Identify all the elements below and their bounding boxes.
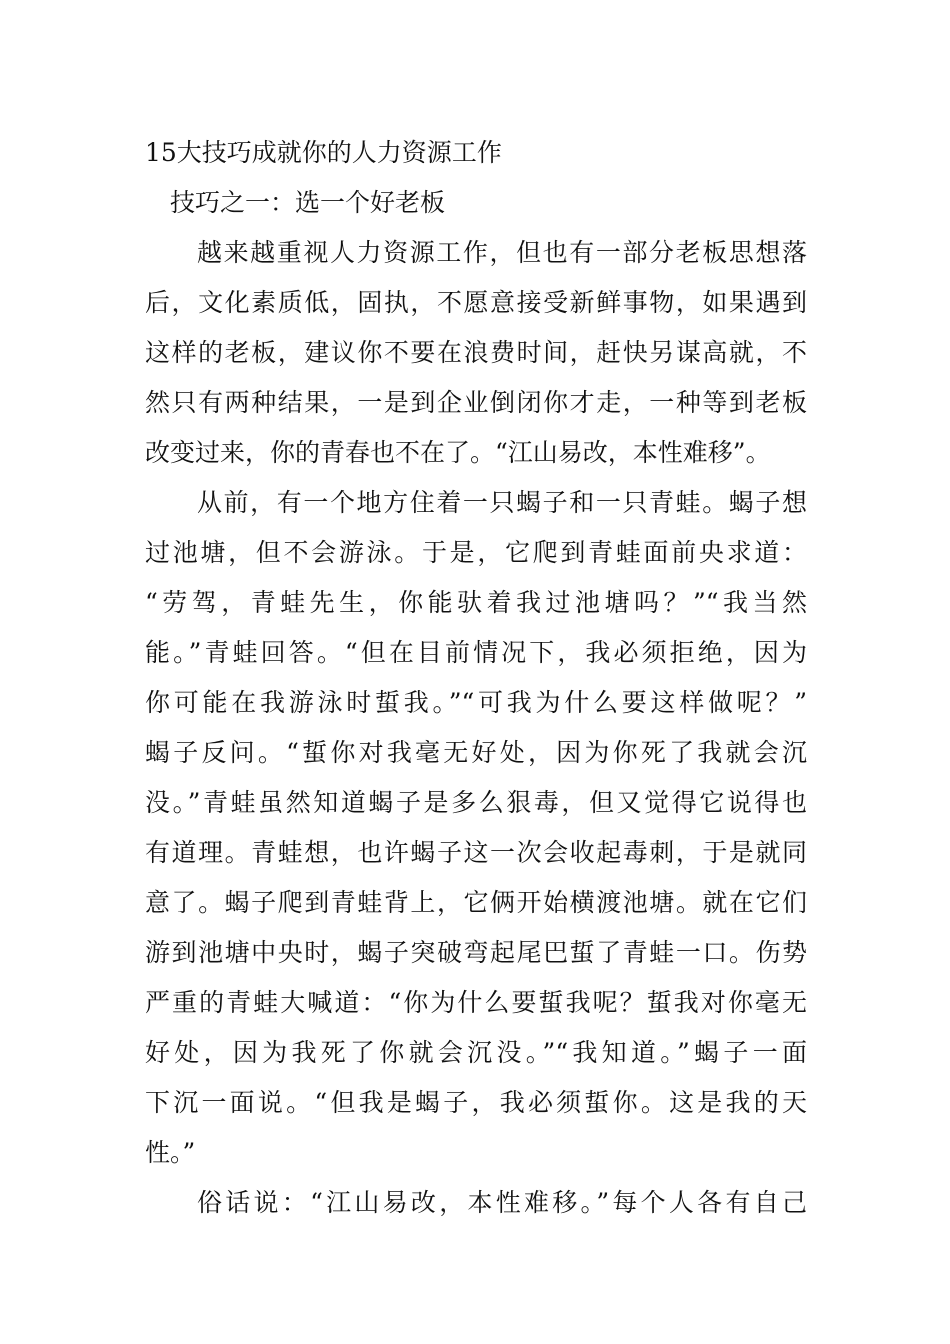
document-title: 15大技巧成就你的人力资源工作 bbox=[145, 138, 502, 167]
paragraph-line: 然只有两种结果，一是到企业倒闭你才走，一种等到老板 bbox=[145, 388, 807, 417]
paragraph-line: 好处，因为我死了你就会沉没。”“我知道。”蝎子一面 bbox=[145, 1038, 807, 1067]
paragraph-line: 越来越重视人力资源工作，但也有一部分老板思想落 bbox=[197, 238, 807, 267]
paragraph-line: 性。” bbox=[145, 1138, 196, 1167]
paragraph-line: 游到池塘中央时，蝎子突破弯起尾巴蜇了青蛙一口。伤势 bbox=[145, 938, 807, 967]
paragraph-line: 这样的老板，建议你不要在浪费时间，赶快另谋高就，不 bbox=[145, 338, 807, 367]
paragraph-line: 过池塘，但不会游泳。于是，它爬到青蛙面前央求道： bbox=[145, 538, 807, 567]
paragraph-line: 能。”青蛙回答。“但在目前情况下，我必须拒绝，因为 bbox=[145, 638, 807, 667]
paragraph-line: 改变过来，你的青春也不在了。“江山易改，本性难移”。 bbox=[145, 438, 771, 467]
paragraph-line: 后，文化素质低，固执，不愿意接受新鲜事物，如果遇到 bbox=[145, 288, 807, 317]
paragraph-line: 从前，有一个地方住着一只蝎子和一只青蛙。蝎子想 bbox=[197, 488, 807, 517]
paragraph-line: “劳驾，青蛙先生，你能驮着我过池塘吗？”“我当然 bbox=[145, 588, 807, 617]
section-heading: 技巧之一：选一个好老板 bbox=[170, 188, 446, 217]
paragraph-line: 俗话说：“江山易改，本性难移。”每个人各有自己 bbox=[197, 1188, 807, 1217]
paragraph-line: 有道理。青蛙想，也许蝎子这一次会收起毒刺，于是就同 bbox=[145, 838, 807, 867]
paragraph-proverb bbox=[145, 1178, 807, 1228]
paragraph-intro bbox=[145, 228, 807, 478]
paragraph-story bbox=[145, 478, 807, 1178]
document-body bbox=[145, 128, 807, 1228]
paragraph-line: 严重的青蛙大喊道：“你为什么要蜇我呢？蜇我对你毫无 bbox=[145, 988, 807, 1017]
paragraph-line: 你可能在我游泳时蜇我。”“可我为什么要这样做呢？” bbox=[145, 688, 807, 717]
paragraph-line: 意了。蝎子爬到青蛙背上，它俩开始横渡池塘。就在它们 bbox=[145, 888, 807, 917]
paragraph-line: 蝎子反问。“蜇你对我毫无好处，因为你死了我就会沉 bbox=[145, 738, 807, 767]
paragraph-line: 没。”青蛙虽然知道蝎子是多么狠毒，但又觉得它说得也 bbox=[145, 788, 807, 817]
paragraph-line: 下沉一面说。“但我是蝎子，我必须蜇你。这是我的天 bbox=[145, 1088, 807, 1117]
